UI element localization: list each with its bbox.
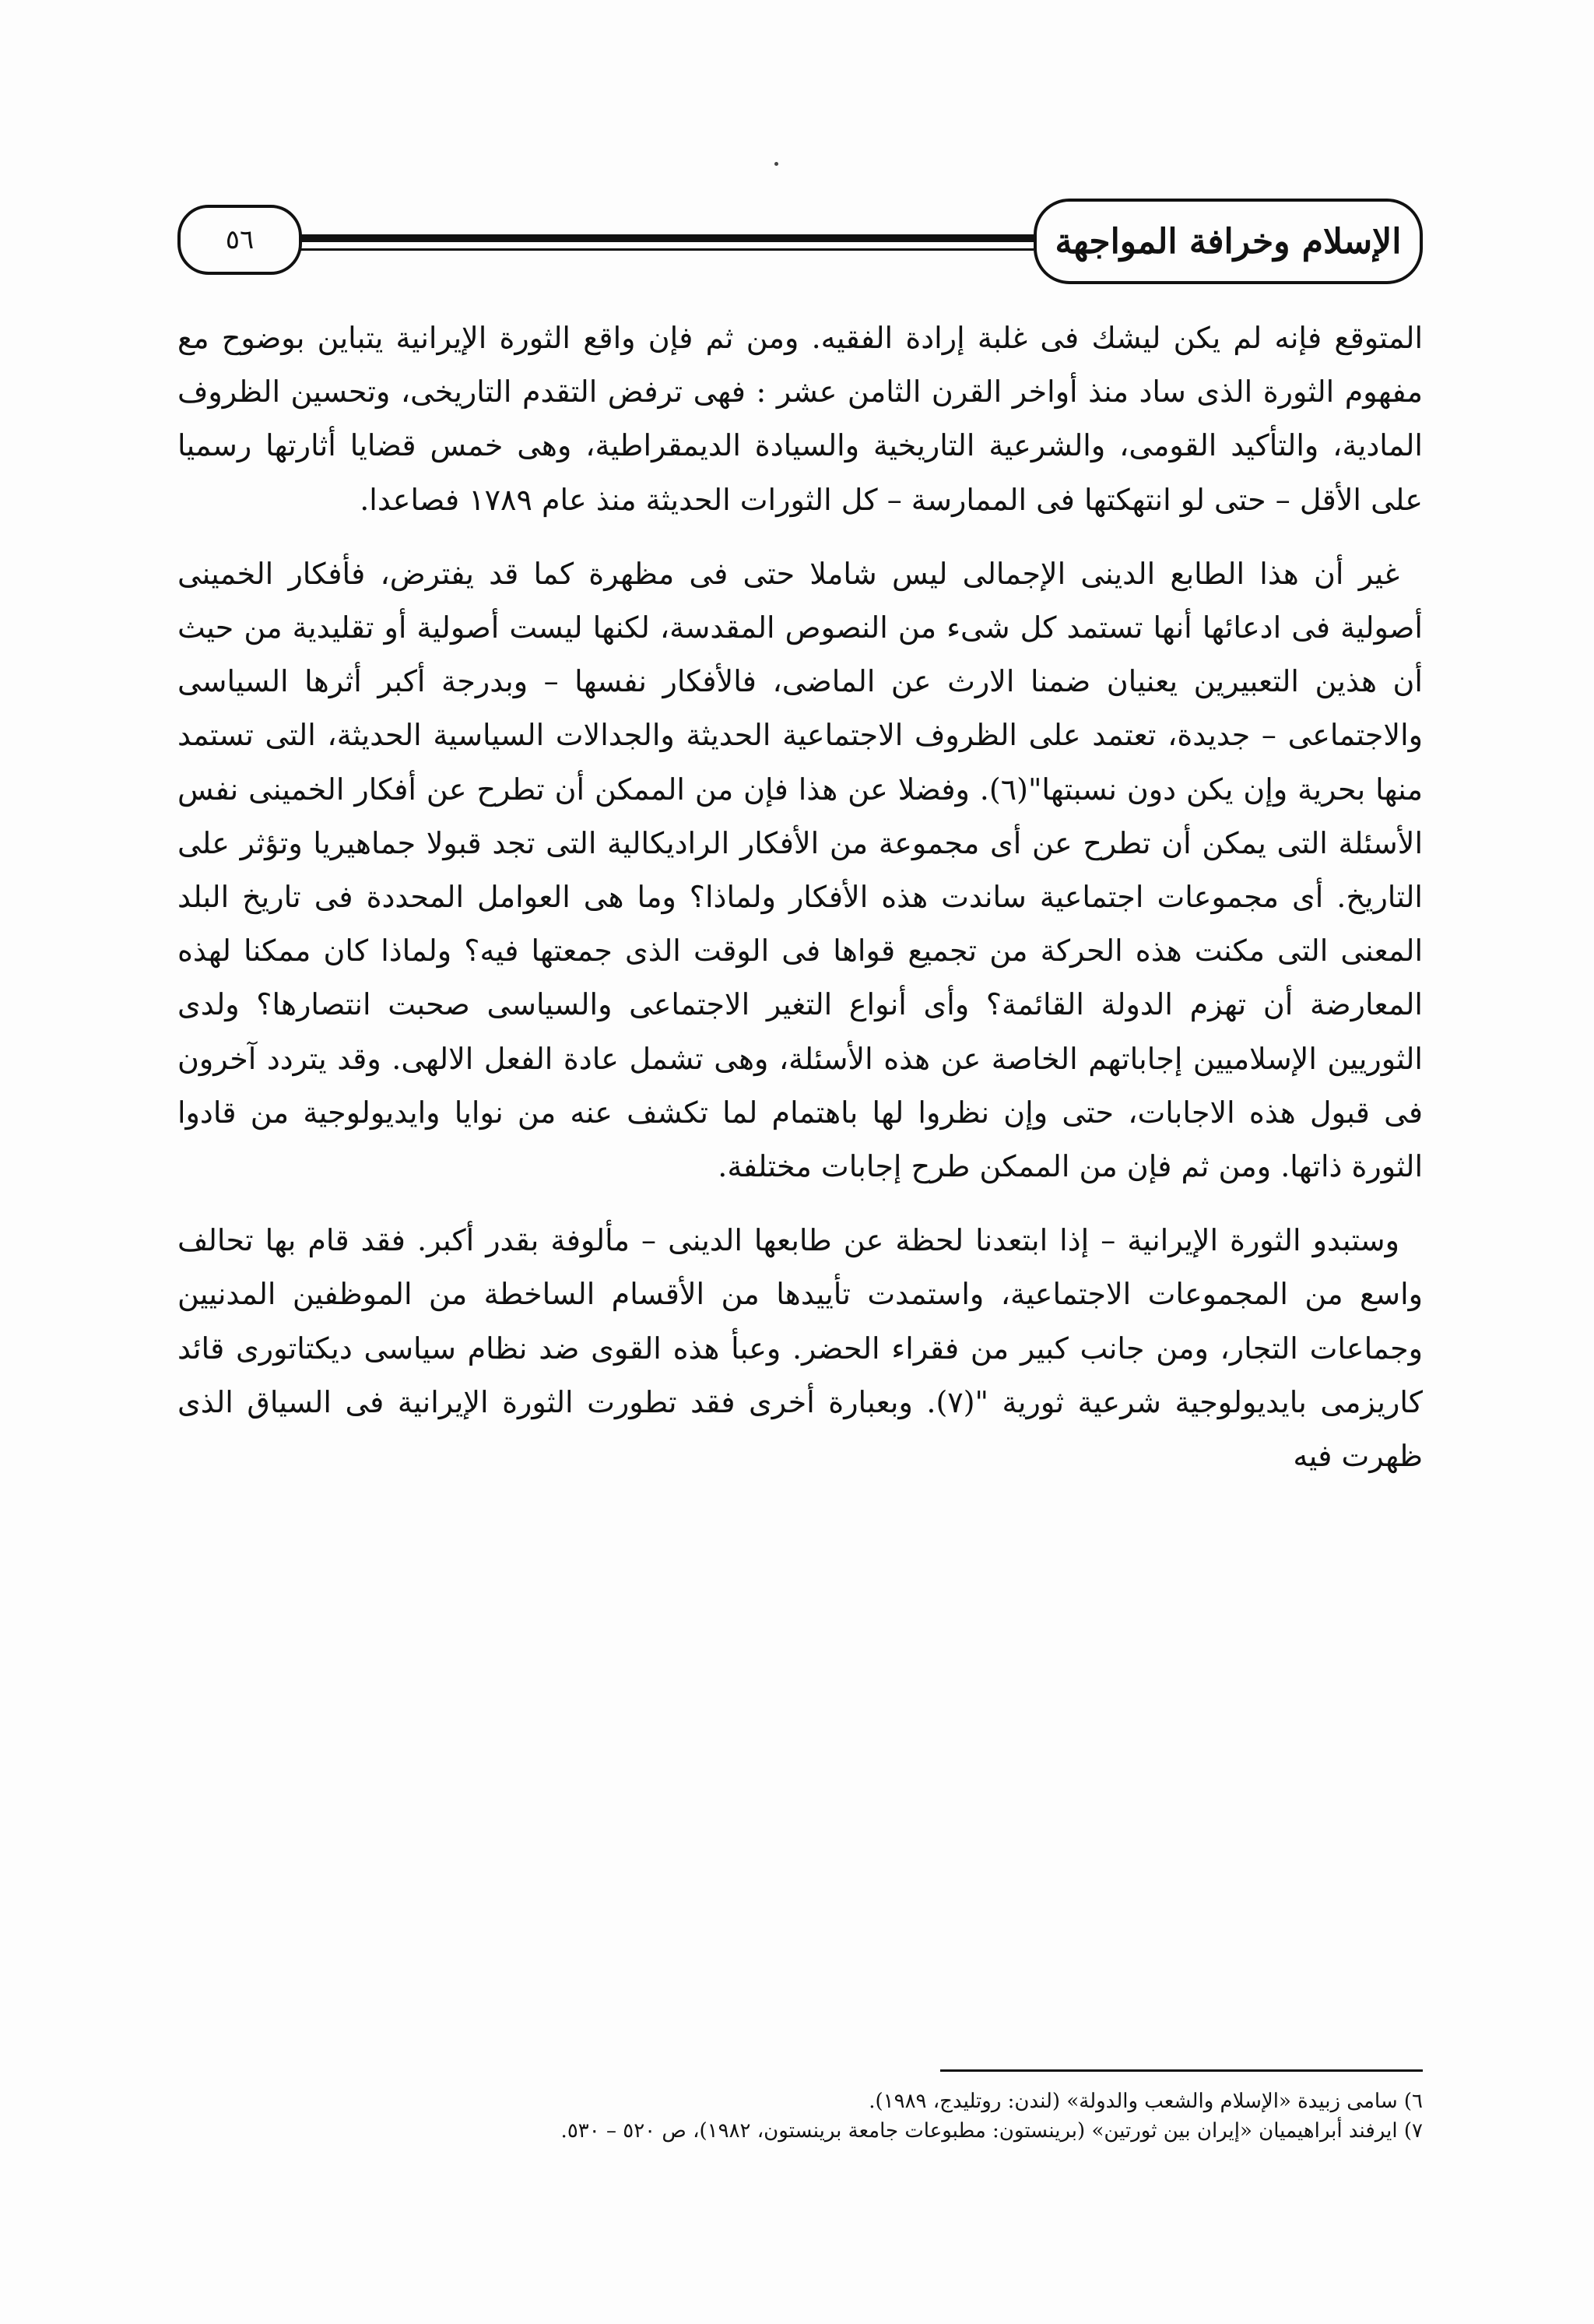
running-title: الإسلام وخرافة المواجهة xyxy=(1055,221,1402,262)
page-number-box xyxy=(177,205,302,275)
footnote-6: ٦) سامى زبيدة «الإسلام والشعب والدولة» (لندن: روتليدج، ١٩٨٩). xyxy=(869,2090,1423,2113)
page-speck xyxy=(774,162,778,166)
page-header xyxy=(177,199,1423,292)
paragraph-3: وستبدو الثورة الإيرانية – إذا ابتعدنا لحظة عن طابعها الدينى – مألوفة بقدر أكبر. فقد قام بها تحالف واسع من المجموعات الاجتماعية، واستمدت تأييدها من الأقسام الساخطة من الموظفين المدنيين وجماعات التجار، ومن جانب كبير من فقراء الحضر. وعبأ هذه القوى ضد نظام سياسى ديكتاتورى قائد كاريزمى بايديولوجية شرعية ثورية "(٧). وبعبارة أخرى فقد تطورت الثورة الإيرانية فى السياق الذى ظهرت فيه xyxy=(177,1223,1423,1474)
paragraph-2: غير أن هذا الطابع الدينى الإجمالى ليس شاملا حتى فى مظهرة كما قد يفترض، فأفكار الخمينى أصولية فى ادعائها أنها تستمد كل شىء من النصوص المقدسة، لكنها ليست أصولية أو تقليدية من حيث أن هذين التعبيرين يعنيان ضمنا الارث عن الماضى، فالأفكار نفسها – وبدرجة أكبر أثرها السياسى والاجتماعى – جديدة، تعتمد على الظروف الاجتماعية الحديثة والجدالات السياسية الحديثة، التى تستمد منها بحرية وإن يكن دون نسبتها"(٦). وفضلا عن هذا فإن من الممكن أن تطرح عن أفكار الخمينى نفس الأسئلة التى يمكن أن تطرح عن أى مجموعة من الأفكار الراديكالية التى تجد قبولا جماهيريا وتؤثر على التاريخ. أى مجموعات اجتماعية ساندت هذه الأفكار ولماذا؟ وما هى العوامل المحددة فى تاريخ البلد المعنى التى مكنت هذه الحركة من تجميع قواها فى الوقت الذى جمعتها فيه؟ ولماذا كان ممكنا لهذه المعارضة أن تهزم الدولة القائمة؟ وأى أنواع التغير الاجتماعى والسياسى صحبت انتصارها؟ ولدى الثوريين الإسلاميين إجاباتهم الخاصة عن هذه الأسئلة، وهى تشمل عادة الفعل الالهى. وقد يتردد آخرون فى قبول هذه الاجابات، حتى وإن نظروا لها باهتمام لما تكشف عنه من نوايا وايديولوجية من قادوا الثورة ذاتها. ومن ثم فإن من الممكن طرح إجابات مختلفة. xyxy=(177,556,1423,1184)
footnotes xyxy=(177,2087,1423,2146)
running-title-box xyxy=(1034,199,1423,284)
footnote-7: ٧) ايرفند أبراهيميان «إيران بين ثورتين» (برينستون: مطبوعات جامعة برينستون، ١٩٨٢)، ص ٥٢٠ – ٥٣٠. xyxy=(560,2119,1423,2143)
header-rule-thick xyxy=(300,234,1034,242)
header-rule-thin xyxy=(300,248,1034,251)
footnote-rule xyxy=(940,2069,1423,2072)
page-number: ٥٦ xyxy=(225,224,255,255)
paragraph-1: المتوقع فإنه لم يكن ليشك فى غلبة إرادة الفقيه. ومن ثم فإن واقع الثورة الإيرانية يتباين بوضوح مع مفهوم الثورة الذى ساد منذ أواخر القرن الثامن عشر : فهى ترفض التقدم التاريخى، وتحسين الظروف المادية، والتأكيد القومى، والشرعية التاريخية والسيادة الديمقراطية، وهى خمس قضايا أثارتها رسميا على الأقل – حتى لو انتهكتها فى الممارسة – كل الثورات الحديثة منذ عام ١٧٨٩ فصاعدا. xyxy=(177,321,1423,517)
body-text xyxy=(177,311,1423,1503)
